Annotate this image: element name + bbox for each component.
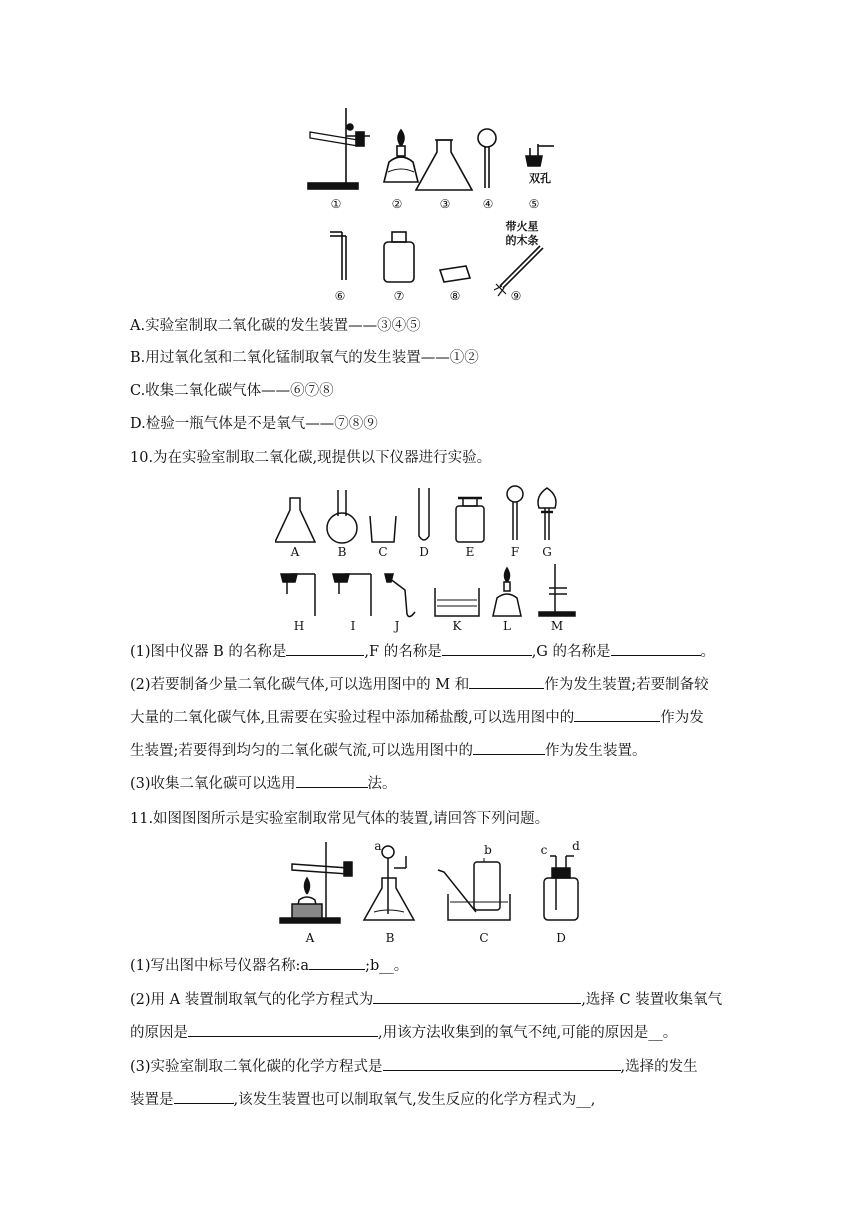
answer-blank[interactable] [286,641,364,656]
answer-blank[interactable] [188,1022,378,1037]
water-trough-icon [435,588,479,616]
figure-2-apparatus [275,478,585,638]
fig2-label-l: L [503,619,511,633]
answer-blank[interactable] [174,1089,234,1104]
answer-blank[interactable] [309,955,365,970]
fig3-mark-b: b [484,843,492,857]
figure-3-svg [278,838,598,948]
gas-collecting-bottle-icon [384,232,414,282]
q10-p2-text-4: 作为发 [660,710,704,726]
q10-p1-text-3: ,G 的名称是 [531,644,611,660]
q11-p3-text-1: (3)实验室制取二氧化碳的化学方程式是 [130,1059,383,1075]
q10-p1-text-2: ,F 的名称是 [364,644,442,660]
q9-option-b: B.用过氧化氢和二氧化锰制取氧气的发生装置——①② [130,350,479,366]
fig1-label-1: ① [330,197,342,211]
q11-part2-line1 [130,989,740,1011]
label-shuangkong: 双孔 [529,172,551,185]
q9-option-a: A.实验室制取二氧化碳的发生装置——③④⑤ [130,318,421,334]
fig3-label-a: A [305,931,315,945]
fig3-label-c: C [479,931,489,945]
answer-blank[interactable] [373,989,581,1004]
delivery-tube-j-icon [385,574,415,617]
answer-blank[interactable] [574,707,660,722]
glass-plate-icon [440,266,470,282]
fig3-label-b: B [385,931,395,945]
test-tube-icon [419,488,429,540]
q11-p3-text-4: ,该发生装置也可以制取氧气,发生反应的化学方程式为__, [233,1092,596,1108]
alcohol-lamp-l-icon [493,568,521,616]
figure-1-svg [300,100,570,310]
q10-p2-text-3: 大量的二氧化碳气体,且需要在实验过程中添加稀盐酸,可以选用图中的 [130,710,575,726]
q11-p3-text-3: 装置是 [130,1092,174,1108]
fig2-label-c: C [378,545,388,559]
beaker-icon [370,516,396,542]
flask-with-funnel-b-icon [364,846,414,920]
q11-p2-text-3: 的原因是 [130,1025,188,1041]
fig3-mark-a: a [374,839,382,853]
answer-blank[interactable] [473,740,545,755]
q11-part3-line2 [130,1089,740,1111]
q10-p2-text-1: (2)若要制备少量二氧化碳气体,可以选用图中的 M 和 [130,677,470,693]
q11-part1 [130,955,740,977]
fig2-label-m: M [550,619,564,633]
water-collection-c-icon [438,858,510,920]
q10-p2-text-6: 作为发生装置。 [545,743,647,759]
q10-p3-text-1: (3)收集二氧化碳可以选用 [130,776,296,792]
q10-p1-text-1: (1)图中仪器 B 的名称是 [130,644,287,660]
q9-option-d: D.检验一瓶气体是不是氧气——⑦⑧⑨ [130,416,378,432]
q11-p2-text-2: ,选择 C 装置收集氧气 [581,992,723,1008]
gas-washing-bottle-d-icon [544,856,578,920]
long-neck-funnel-f-icon [507,486,523,540]
fig2-label-g: G [542,545,552,559]
fig2-label-a: A [290,545,300,559]
q10-p2-text-2: 作为发生装置;若要制备较 [544,677,709,693]
long-neck-funnel-icon [478,129,496,188]
stopper-with-tube-i-icon [333,574,371,616]
figure-1-apparatus [300,100,570,310]
double-hole-stopper-icon [526,144,554,166]
fig3-label-d: D [556,931,566,945]
answer-blank[interactable] [611,641,701,656]
figure-2-svg [275,478,585,638]
q10-part2-line2 [130,707,740,729]
bent-glass-tube-icon [330,232,346,280]
flask-a-icon [275,498,315,542]
q11-p3-text-2: ,选择的发生 [620,1059,698,1075]
fig1-label-7: ⑦ [393,289,405,303]
q10-p1-text-4: 。 [700,644,716,660]
heating-apparatus-a-icon [280,842,352,923]
q10-part3 [130,773,740,795]
fig2-label-f: F [510,545,520,559]
fig1-label-2: ② [391,197,403,211]
conical-flask-icon [416,140,472,190]
fig1-label-4: ④ [482,197,494,211]
q10-part2-line1 [130,674,740,696]
q10-part2-line3 [130,740,740,762]
label-splint-line2: 的木条 [505,234,539,247]
iron-stand-with-test-tube-icon [308,108,370,189]
fig1-label-3: ③ [439,197,451,211]
q11-p1-text-1: (1)写出图中标号仪器名称:a [130,958,310,974]
q9-option-c: C.收集二氧化碳气体——⑥⑦⑧ [130,383,334,399]
fig1-label-6: ⑥ [334,289,346,303]
fig2-label-e: E [465,545,475,559]
q11-p1-text-2: ;b__。 [365,958,409,974]
q11-part2-line2 [130,1022,740,1044]
fig1-label-9: ⑨ [510,289,522,303]
fig3-mark-d: d [572,839,580,853]
q11-p2-text-4: ,用该方法收集到的氧气不纯,可能的原因是__。 [378,1025,678,1041]
fig2-label-b: B [337,545,347,559]
reagent-bottle-icon [456,498,484,542]
answer-blank[interactable] [469,674,544,689]
label-splint-line1: 带火星 [505,220,539,233]
fig2-label-d: D [419,545,429,559]
q10-stem: 10.为在实验室制取二氧化碳,现提供以下仪器进行实验。 [130,450,492,466]
q11-p2-text-1: (2)用 A 装置制取氧气的化学方程式为 [130,992,374,1008]
answer-blank[interactable] [442,641,532,656]
q10-part1 [130,641,740,663]
stopper-with-tube-h-icon [281,574,315,616]
q11-stem: 11.如图图图所示是实验室制取常见气体的装置,请回答下列问题。 [130,811,550,827]
q10-p3-text-2: 法。 [367,776,397,792]
answer-blank[interactable] [383,1056,621,1071]
fig1-label-8: ⑧ [449,289,461,303]
fig2-label-k: K [452,619,462,633]
q10-p2-text-5: 生装置;若要得到均匀的二氧化碳气流,可以选用图中的 [130,743,473,759]
fig2-label-h: H [293,619,305,633]
separatory-funnel-icon [538,488,556,540]
iron-stand-m-icon [539,564,575,616]
figure-3-apparatus [278,838,598,948]
alcohol-lamp-icon [384,130,418,182]
q11-part3-line1 [130,1056,740,1078]
round-bottom-flask-icon [327,490,357,543]
answer-blank[interactable] [296,773,368,788]
fig2-label-i: I [350,619,356,633]
fig2-label-j: J [394,619,400,633]
fig3-mark-c: c [540,843,548,857]
fig1-label-5: ⑤ [528,197,540,211]
